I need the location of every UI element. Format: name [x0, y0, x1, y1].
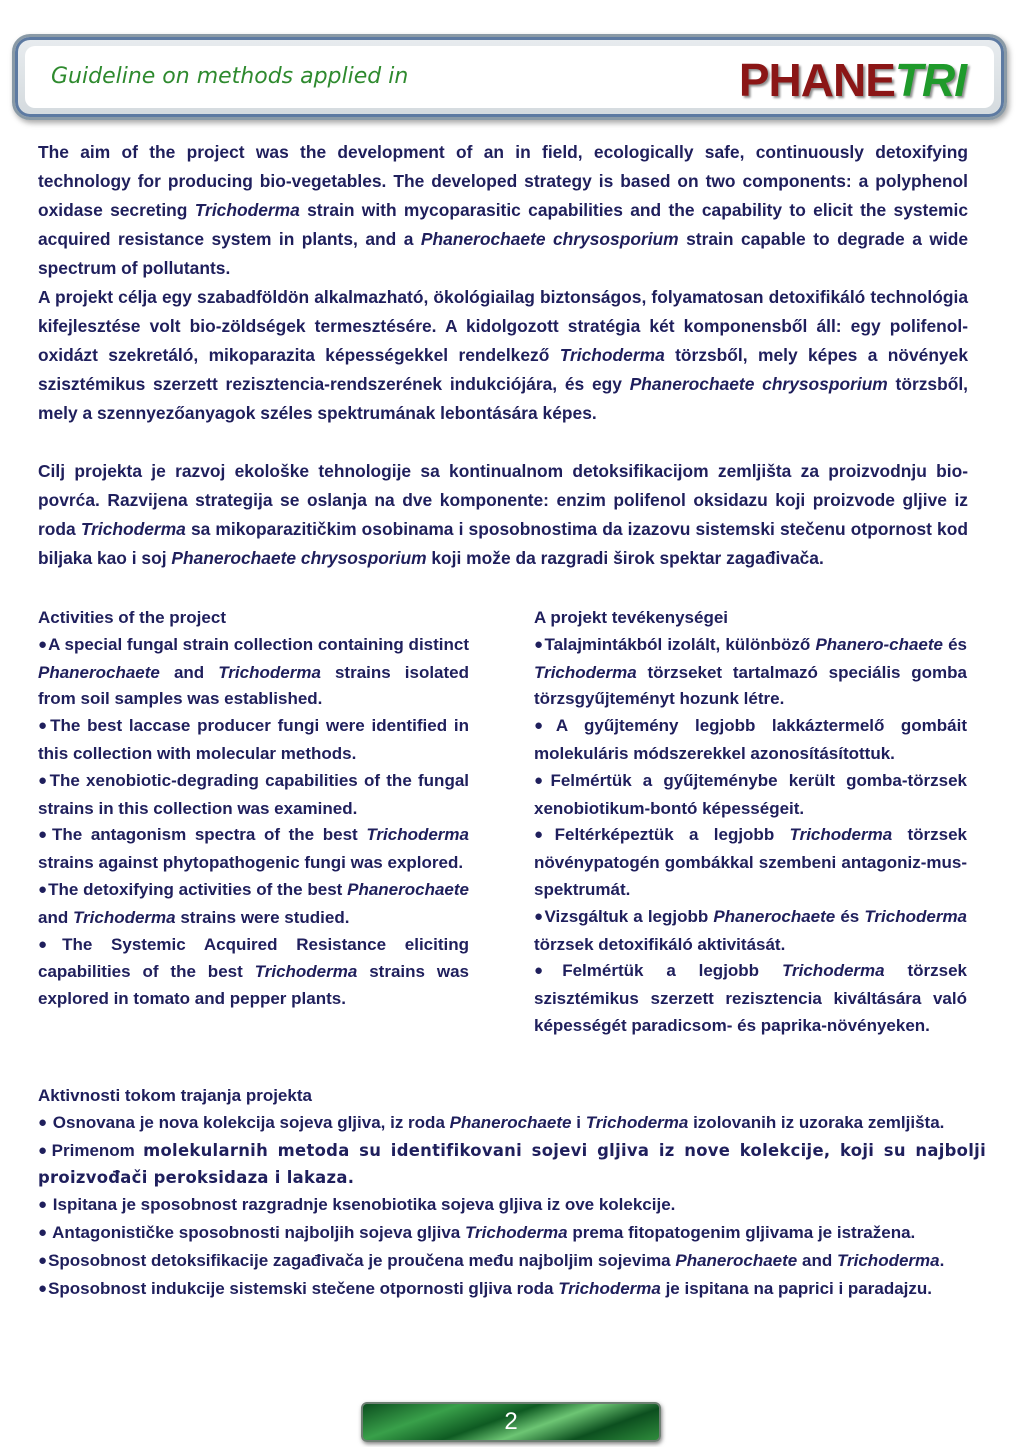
species-name: Phanerochaete chrysosporium: [420, 229, 679, 249]
text-run: A special fungal strain collection containing distinct: [48, 634, 470, 654]
species-name: Trichoderma: [836, 1250, 940, 1270]
text-run: and: [159, 662, 219, 682]
list-item: [38, 1220, 986, 1248]
phanetri-logo: [739, 54, 966, 106]
text-run: and: [38, 907, 73, 927]
species-name: Trichoderma: [559, 345, 665, 365]
list-item: [534, 713, 967, 768]
species-name: Phanerochaete chrysosporium: [171, 548, 427, 568]
list-item: [38, 1276, 986, 1304]
list-item: [38, 1192, 986, 1220]
footer-page-banner: [361, 1402, 661, 1442]
section-heading: Aktivnosti tokom trajanja projekta: [38, 1086, 312, 1105]
species-name: Trichoderma: [254, 962, 358, 982]
text-run: Sposobnost detoksifikacije zagađivača je proučena među najboljim sojevima: [48, 1250, 676, 1270]
species-name: Trichoderma: [80, 519, 186, 539]
species-name: Trichoderma: [194, 200, 300, 220]
text-run: The xenobiotic-degrading capabilities of the fungal strains in this collection was examined.: [38, 770, 470, 818]
text-run: Cilj projekta je razvoj ekološke tehnologije sa kontinualnom detoksifikacijom zemljišta za proizvodnju bio-povrća. Razvijena strategija se oslanja na dve komponente: enzim polifenol oksidazu koji proizvode gljive iz roda: [38, 461, 968, 539]
list-item: [534, 632, 967, 713]
text-run: törzsek detoxifikáló aktivitását.: [534, 934, 786, 954]
species-name: Trichoderma: [781, 961, 885, 981]
text-run: törzsek növénypatogén gombákkal szembeni antagoniz-mus-spektrumát.: [534, 825, 968, 899]
activities-serbian-section: [38, 1083, 986, 1303]
species-name: Phanerochaete: [347, 879, 469, 899]
species-name: Trichoderma: [585, 1112, 689, 1132]
logo-text-phane: PHANE: [738, 54, 895, 106]
list-item: [38, 877, 469, 932]
intro-paragraph-hungarian: [38, 283, 968, 428]
list-item: [38, 1110, 986, 1138]
species-name: Trichoderma: [464, 1222, 568, 1242]
text-run: .: [939, 1250, 945, 1270]
text-run: Vizsgáltuk a legjobb: [544, 906, 714, 926]
species-name: Trichoderma: [366, 825, 469, 845]
species-name: Phanerochaete: [675, 1250, 798, 1270]
list-item: [38, 713, 469, 768]
species-name: Phanerochaete: [713, 906, 836, 926]
text-run: Feltérképeztük a legjobb: [554, 825, 790, 845]
header-banner: [12, 34, 1007, 120]
text-run: és: [942, 634, 968, 654]
header-panel: [25, 46, 994, 108]
text-run: prema fitopatogenim gljivama je istražena.: [567, 1222, 916, 1242]
text-run: Felmértük a legjobb: [562, 961, 782, 981]
text-run: Ispitana je sposobnost razgradnje ksenobiotika sojeva gljiva iz ove kolekcije.: [48, 1195, 676, 1215]
text-run: strains were studied.: [175, 907, 350, 927]
text-run: izolovanih iz uzoraka zemljišta.: [688, 1112, 945, 1132]
list-item: [534, 958, 967, 1039]
text-run: törzseket tartalmazó speciális gomba törzsgyűjteményt hozunk létre.: [534, 662, 967, 709]
species-name: Phanerochaete: [38, 662, 160, 682]
species-name: Trichoderma: [72, 907, 176, 927]
text-run: Talajmintákból izolált, különböző: [544, 634, 816, 654]
text-run: Felmértük a gyűjteménybe került gomba-törzsek xenobiotikum-bontó képességeit.: [534, 770, 968, 818]
species-name: Trichoderma: [218, 662, 321, 682]
text-run: strains was explored in tomato and pepper plants.: [38, 962, 469, 1009]
text-run: Primenom: [51, 1140, 144, 1160]
list-item: [38, 1248, 986, 1276]
species-name: Trichoderma: [864, 906, 968, 926]
text-run: strains against phytopathogenic fungi was explored.: [38, 853, 464, 873]
list-item: [38, 1138, 986, 1193]
list-item: [38, 768, 469, 823]
text-run: The detoxifying activities of the best: [48, 879, 348, 899]
document-title: Guideline on methods applied in: [51, 64, 409, 89]
text-run: The aim of the project was the development of an in field, ecologically safe, continuously detoxifying technology for producing bio-vegetables. The developed strategy is based on two components: a polyphenol oxidase secreting: [38, 142, 968, 220]
text-run: and: [797, 1250, 837, 1270]
activities-hungarian-column: [534, 605, 967, 1040]
text-run: je ispitana na paprici i paradajzu.: [660, 1278, 932, 1298]
text-run: i: [571, 1112, 586, 1132]
text-run: A projekt célja egy szabadföldön alkalmazható, ökológiailag biztonságos, folyamatosan detoxifikáló technológia kifejlesztése volt bio-zöldségek termesztésére. A kidolgozott stratégia két komponensből áll: egy polifenol-oxidázt szekretáló, mikoparazita képességekkel rendelkező: [38, 287, 968, 365]
text-run: The Systemic Acquired Resistance eliciting capabilities of the best: [38, 934, 470, 982]
intro-paragraph-english: [38, 138, 968, 283]
list-item: [534, 822, 967, 903]
text-run: strains isolated from soil samples was established.: [38, 662, 470, 709]
text-run: Sposobnost indukcije sistemski stečene otpornosti gljiva roda: [48, 1278, 559, 1298]
activities-english-column: [38, 605, 469, 1013]
page-number: 2: [504, 1408, 518, 1435]
text-run: strain capable to degrade a wide spectrum of pollutants.: [38, 229, 968, 278]
text-run: Antagonističke sposobnosti najboljih sojeva gljiva: [48, 1222, 465, 1242]
list-item: [38, 632, 469, 713]
text-run: koji može da razgradi širok spektar zagađivača.: [426, 548, 824, 568]
text-run: törzsből, mely képes a növények szisztémikus szerzett rezisztencia-rendszerének indukciójára, és egy: [38, 345, 968, 394]
list-item: [534, 904, 967, 959]
text-run: A gyűjtemény legjobb lakkáztermelő gombáit molekuláris módszerekkel azonosításítottuk.: [534, 716, 968, 763]
text-run: molekularnih metoda su identifikovani sojevi gljiva iz nove kolekcije, koji su najbolji proizvođači peroksidaza i lakaza.: [38, 1140, 986, 1188]
species-name: Trichoderma: [534, 662, 637, 682]
species-name: Phanero-chaete: [815, 634, 943, 654]
text-run: törzsből, mely a szennyezőanyagok széles spektrumának lebontására képes.: [38, 374, 968, 423]
section-heading: Activities of the project: [38, 608, 226, 627]
list-item: [534, 768, 967, 823]
text-run: The best laccase producer fungi were identified in this collection with molecular methods.: [38, 716, 469, 763]
text-run: strain with mycoparasitic capabilities and the capability to elicit the systemic acquired resistance system in plants, and a: [38, 200, 968, 249]
text-run: sa mikoparazitičkim osobinama i sposobnostima da izazovu sistemski stečenu otpornost kod biljaka kao i soj: [38, 519, 968, 568]
species-name: Trichoderma: [558, 1278, 661, 1298]
text-run: The antagonism spectra of the best: [51, 825, 367, 845]
species-name: Phanerochaete chrysosporium: [629, 374, 888, 394]
logo-text-tri: TRI: [894, 54, 966, 106]
intro-paragraph-serbian: [38, 457, 968, 573]
species-name: Phanerochaete: [449, 1112, 572, 1132]
section-heading: A projekt tevékenységei: [534, 608, 729, 627]
list-item: [38, 822, 469, 877]
species-name: Trichoderma: [789, 825, 893, 845]
text-run: és: [835, 906, 865, 926]
text-run: Osnovana je nova kolekcija sojeva gljiva, iz roda: [48, 1112, 450, 1132]
text-run: törzsek szisztémikus szerzett rezisztencia kiváltására való képességét paradicsom- és paprika-növényeken.: [534, 961, 967, 1035]
list-item: [38, 932, 469, 1013]
